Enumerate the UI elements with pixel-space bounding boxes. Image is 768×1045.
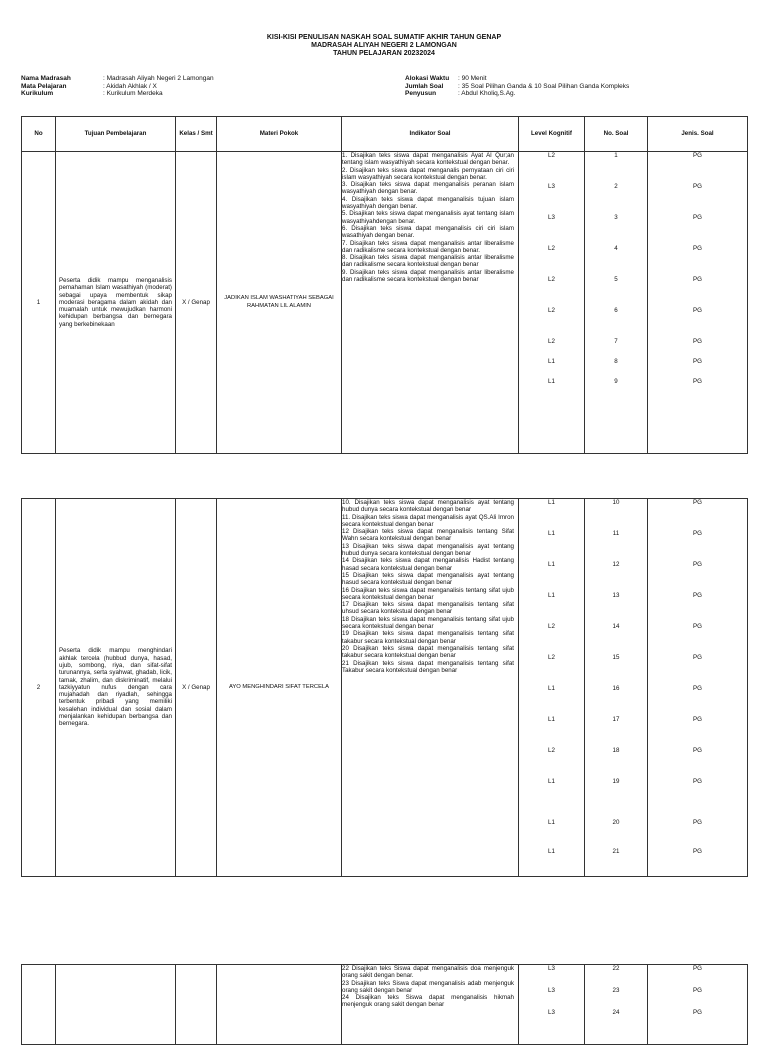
col-header: Jenis. Soal (648, 117, 748, 152)
level-value: L3 (548, 214, 555, 221)
question-number: 7 (614, 338, 618, 345)
question-number: 15 (612, 654, 620, 661)
indicator-cell (342, 965, 519, 1045)
question-number: 20 (612, 819, 620, 826)
question-number-cell (585, 965, 648, 1045)
learning-objective (56, 965, 176, 1045)
question-number: 11 (612, 530, 620, 537)
info-label: Jumlah Soal (405, 82, 444, 90)
level-value: L3 (548, 965, 555, 972)
col-header: Materi Pokok (217, 117, 342, 152)
table-row (22, 499, 748, 877)
subject-matter: JADIKAN ISLAM WASHATIYAH SEBAGAI RAHMATAN LIL ALAMIN (217, 152, 342, 454)
kisi-table-2 (21, 498, 748, 877)
row-number: 1 (22, 152, 56, 454)
question-type: PG (693, 848, 702, 855)
indicator-item: 13 Disajikan teks siswa dapat menganalisis ayat tentang hubud dunya secara kontekstual dengan benar (342, 542, 514, 558)
academic-year: TAHUN PELAJARAN 20232024 (333, 50, 435, 57)
level-value: L3 (548, 987, 555, 994)
row-number: 2 (22, 499, 56, 877)
level-value: L1 (548, 819, 555, 826)
indicator-item: 24 Disajikan teks Siswa dapat menganalisis hikmah menjenguk orang sakit dengan benar (342, 994, 514, 1009)
indicator-item: 14 Disajikan teks siswa dapat menganalisis Hadist tentang hasad secara kontekstual dengan benar (342, 557, 514, 572)
table-header-row (22, 117, 748, 152)
question-type: PG (693, 338, 702, 345)
question-type: PG (693, 965, 702, 972)
indicator-item: 4. Disajikan teks siswa dapat menganalisis tujuan islam wasyathiyah dengan benar. (342, 195, 514, 211)
question-number-cell (585, 152, 648, 454)
question-number: 10 (612, 499, 620, 506)
level-value: L2 (548, 152, 555, 159)
indicator-item: 9. Disajikan teks siswa dapat menganalisis antar liberalisme dan radikalisme secara kontekstual dengan benar (342, 268, 514, 284)
question-type: PG (693, 716, 702, 723)
level-cell (519, 965, 585, 1045)
question-type: PG (693, 592, 702, 599)
question-number: 14 (612, 623, 620, 630)
level-value: L1 (548, 716, 555, 723)
level-value: L1 (548, 848, 555, 855)
info-left (21, 75, 214, 98)
question-number: 18 (612, 747, 620, 754)
level-value: L1 (548, 592, 555, 599)
question-number: 23 (612, 987, 620, 994)
question-type-cell (648, 152, 748, 454)
level-value: L2 (548, 747, 555, 754)
question-number: 5 (614, 276, 618, 283)
level-value: L1 (548, 358, 555, 365)
kisi-table-3 (21, 964, 748, 1045)
indicator-item: 11. Disajikan teks siswa dapat menganalisis ayat QS.Ali Imron secara kontekstual dengan benar (342, 513, 514, 528)
info-label: Kurikulum (21, 90, 54, 97)
level-value: L1 (548, 499, 555, 506)
info-value: : Abdul Kholiq,S.Ag. (458, 90, 516, 97)
indicator-item: 12 Disajikan teks siswa dapat menganalisis tentang Sifat Wahn secara kontekstual dengan benar (342, 528, 514, 543)
question-type: PG (693, 1009, 702, 1016)
subject-matter: AYO MENGHINDARI SIFAT TERCELA (217, 499, 342, 877)
question-type: PG (693, 561, 702, 568)
indicator-item: 21 Disajikan teks siswa dapat menganalisis tentang sifat Takabur secara kontekstual dengan benar (342, 659, 514, 674)
question-number: 17 (612, 716, 620, 723)
question-type: PG (693, 499, 702, 506)
info-value: : 90 Menit (458, 75, 487, 82)
indicator-item: 20 Disajikan teks siswa dapat menganalisis tentang sifat takabur secara kontekstual dengan benar (342, 644, 514, 660)
level-value: L2 (548, 276, 555, 283)
question-number: 19 (612, 778, 620, 785)
indicator-item: 19 Disajikan teks siswa dapat menganalisis tentang sifat takabur secara kontekstual dengan benar (342, 630, 514, 645)
question-type: PG (693, 623, 702, 630)
question-type: PG (693, 183, 702, 190)
level-value: L2 (548, 245, 555, 252)
question-number: 12 (612, 561, 620, 568)
question-number: 8 (614, 358, 618, 365)
indicator-item: 1. Disajikan teks siswa dapat menganalisis Ayat Al Qur;an tentang islam wasyathiyah secara kontekstual dengan benar. (342, 152, 514, 167)
question-type: PG (693, 530, 702, 537)
info-label: Penyusun (405, 90, 437, 97)
question-type: PG (693, 245, 702, 252)
question-number: 21 (612, 848, 620, 855)
level-value: L3 (548, 183, 555, 190)
question-number: 4 (614, 245, 618, 252)
indicator-item: 22 Disajikan teks Siswa dapat menganalisis doa menjenguk orang sakit dengan benar. (342, 965, 514, 980)
indicator-item: 7. Disajikan teks siswa dapat menganalisis antar liberalisme dan radikalisme secara kontekstual dengan benar. (342, 239, 514, 254)
level-value: L2 (548, 623, 555, 630)
level-cell (519, 152, 585, 454)
question-number: 1 (614, 152, 618, 159)
indicator-item: 10. Disajikan teks siswa dapat menganalisis ayat tentang hubud dunya secara kontekstual dengan benar (342, 499, 514, 514)
question-type: PG (693, 778, 702, 785)
kisi-table-1 (21, 116, 748, 454)
col-header: Level Kognitif (519, 117, 585, 152)
level-value: L2 (548, 307, 555, 314)
question-number: 9 (614, 378, 618, 385)
info-value: : Madrasah Aliyah Negeri 2 Lamongan (103, 75, 214, 82)
info-value: : Kurikulum Merdeka (103, 90, 163, 97)
indicator-item: 6. Disajikan teks siswa dapat menganalisis ciri ciri islam wasathiyah dengan benar. (342, 224, 514, 240)
question-number: 16 (612, 685, 620, 692)
learning-objective: Peserta didik mampu menganalisis pemahaman Islam wasathiyah (moderat) sebagai upaya membentuk sikap moderasi beragama dalam akidah dan muamalah untuk mewujudkan harmoni kehidupan berbangsa dan bernegara yang berkebinekaan (56, 152, 176, 454)
info-label: Alokasi Waktu (405, 75, 450, 82)
question-type: PG (693, 987, 702, 994)
level-value: L1 (548, 778, 555, 785)
indicator-item: 17 Disajikan teks siswa dapat menganalisis tentang sifat uhsud secara kontekstual dengan benar (342, 601, 514, 616)
level-value: L2 (548, 338, 555, 345)
question-number: 24 (612, 1009, 620, 1016)
question-type: PG (693, 747, 702, 754)
row-number (22, 965, 56, 1045)
question-type: PG (693, 819, 702, 826)
indicator-item: 3. Disajikan teks siswa dapat menganalisis peranan islam wasyathiyah dengan benar. (342, 181, 514, 196)
indicator-cell (342, 152, 519, 454)
doc-title: KISI-KISI PENULISAN NASKAH SOAL SUMATIF AKHIR TAHUN GENAP (266, 34, 502, 41)
question-type: PG (693, 152, 702, 159)
col-header: No. Soal (585, 117, 648, 152)
indicator-item: 8. Disajikan teks siswa dapat menganalisis antar liberalisme dan radikalisme secara kontekstual dengan benar (342, 254, 514, 269)
table-row (22, 965, 748, 1045)
indicator-item: 5. Disajikan teks siswa dapat menganalisis ayat tentang islam wasyathiyahdengan benar. (342, 210, 514, 225)
question-type-cell (648, 965, 748, 1045)
indicator-item: 16 Disajikan teks siswa dapat menganalisis tentang sifat ujub secara kontekstual dengan benar (342, 586, 514, 601)
col-header: Indikator Soal (342, 117, 519, 152)
question-type: PG (693, 276, 702, 283)
question-type: PG (693, 214, 702, 221)
class-semester (176, 965, 217, 1045)
info-label: Mata Pelajaran (21, 82, 67, 90)
col-header: Tujuan Pembelajaran (56, 117, 176, 152)
info-label: Nama Madrasah (21, 75, 71, 82)
table-row (22, 152, 748, 454)
question-type: PG (693, 378, 702, 385)
col-header: Kelas / Smt (176, 117, 217, 152)
question-type: PG (693, 307, 702, 314)
indicator-item: 18 Disajikan teks siswa dapat menganalisis tentang sifat ujub secara kontekstual dengan benar (342, 615, 514, 631)
question-number: 13 (612, 592, 620, 599)
indicator-item: 23 Disajikan teks Siswa dapat menganalisis adab menjenguk orang sakit dengan benar (342, 979, 514, 994)
question-type: PG (693, 654, 702, 661)
question-number: 3 (614, 214, 618, 221)
level-value: L2 (548, 654, 555, 661)
question-type: PG (693, 685, 702, 692)
level-value: L1 (548, 530, 555, 537)
level-value: L3 (548, 1009, 555, 1016)
level-cell (519, 499, 585, 877)
class-semester: X / Genap (176, 499, 217, 877)
class-semester: X / Genap (176, 152, 217, 454)
col-header: No (22, 117, 56, 152)
indicator-item: 2. Disajikan teks siswa dapat menganalis pernyataan ciri ciri islam wasyathiyah secara kontekstual dengan benar. (342, 166, 514, 181)
info-value: : Akidah Akhlak / X (103, 82, 157, 90)
question-type-cell (648, 499, 748, 877)
school-name: MADRASAH ALIYAH NEGERI 2 LAMONGAN (311, 42, 457, 49)
learning-objective: Peserta didik mampu menghindari akhlak tercela (hubbud dunya, hasad, ujub, sombong, riya, dan sifat-sifat turunannya, serta syahwat, ghadab, licik, tamak, zhalim, dan diskriminatif, melalui tazkiyyatun nufus dengan cara mujahadah dan riyadlah, sehingga terbentuk pribadi yang memiliki kesalehan individual dan sosial dalam menjalankan kehidupan berbangsa dan bernegara. (56, 499, 176, 877)
indicator-item: 15 Disajikan teks siswa dapat menganalisis ayat tentang hasud secara kontekstual dengan benar (342, 571, 514, 587)
info-value: : 35 Soal Pilihan Ganda & 10 Soal Pilihan Ganda Kompleks (458, 82, 630, 90)
level-value: L1 (548, 685, 555, 692)
question-number: 2 (614, 183, 618, 190)
question-number-cell (585, 499, 648, 877)
question-number: 22 (612, 965, 620, 972)
question-type: PG (693, 358, 702, 365)
level-value: L1 (548, 378, 555, 385)
info-right (405, 75, 629, 98)
indicator-cell (342, 499, 519, 877)
level-value: L1 (548, 561, 555, 568)
subject-matter (217, 965, 342, 1045)
question-number: 6 (614, 307, 618, 314)
